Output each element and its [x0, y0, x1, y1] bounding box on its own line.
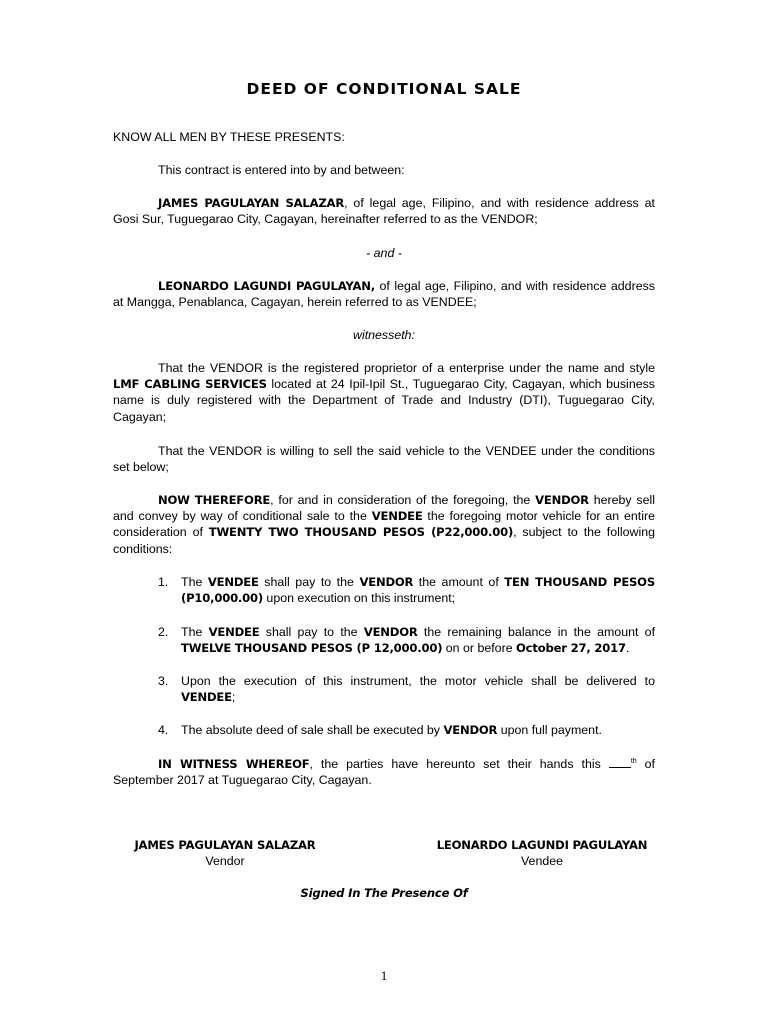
condition-bold: VENDEE	[208, 625, 260, 639]
condition-number: 1.	[158, 575, 169, 589]
condition-bold: TWELVE THOUSAND PESOS (P 12,000.00)	[181, 641, 443, 656]
condition-bold: October 27, 2017	[516, 641, 626, 656]
vendor-party-paragraph	[113, 195, 655, 227]
vendee-party-name: LEONARDO LAGUNDI PAGULAYAN,	[158, 279, 375, 293]
now-text-1: , for and in consideration of the foregoing, the	[270, 493, 536, 507]
condition-text: The	[181, 625, 209, 639]
business-name: LMF CABLING SERVICES	[113, 377, 267, 392]
willing-paragraph: That the VENDOR is willing to sell the said vehicle to the VENDEE under the conditions set below;	[113, 444, 655, 475]
condition-text: upon execution on this instrument;	[262, 591, 456, 606]
vendee-role: Vendee	[520, 854, 564, 868]
witness-paragraph	[113, 754, 655, 789]
condition-text: upon full payment.	[497, 723, 602, 737]
vendee-signatory-name: LEONARDO LAGUNDI PAGULAYAN	[436, 838, 648, 852]
vendor-signature-block	[100, 837, 350, 869]
condition-bold: VENDOR	[359, 575, 414, 589]
condition-text: ;	[231, 690, 236, 705]
condition-item	[158, 574, 655, 606]
vendor-party-text: , of legal age, Filipino, and with residence address at Gosi Sur, Tuguegarao City, Cagayan, hereinafter referred to as the VENDOR;	[113, 196, 655, 227]
condition-number: 3.	[158, 674, 169, 688]
condition-text: The absolute deed of sale shall be executed by	[181, 723, 444, 737]
vendee-party-paragraph	[113, 278, 655, 310]
contract-line: This contract is entered into by and between:	[158, 163, 405, 177]
vendor-party-name: JAMES PAGULAYAN SALAZAR	[158, 196, 345, 210]
condition-item	[158, 624, 655, 656]
vendee-signature-block	[417, 837, 667, 869]
vendor-term: VENDOR	[535, 493, 589, 507]
condition-bold: VENDEE	[207, 575, 259, 589]
condition-bold: VENDEE	[181, 690, 232, 705]
now-therefore-paragraph	[113, 492, 655, 557]
vendor-role: Vendor	[205, 854, 245, 868]
total-consideration: TWENTY TWO THOUSAND PESOS (P22,000.00)	[208, 525, 514, 540]
vendee-party-text: of legal age, Filipino, and with residence address at Mangga, Penablanca, Cagayan, herein referred to as VENDEE;	[113, 279, 655, 310]
condition-bold: TEN THOUSAND PESOS (P10,000.00)	[181, 575, 655, 606]
signed-presence-line: Signed In The Presence Of	[300, 886, 468, 900]
condition-item	[158, 722, 655, 738]
condition-text: on or before	[442, 641, 517, 656]
intro-line: KNOW ALL MEN BY THESE PRESENTS:	[113, 130, 345, 144]
condition-text: the remaining balance in the amount of	[417, 625, 656, 639]
now-text-4: , subject to the following conditions:	[113, 525, 655, 556]
condition-text: Upon the execution of this instrument, the motor vehicle shall be delivered to	[181, 674, 655, 688]
enterprise-paragraph	[113, 360, 655, 425]
now-therefore-label: NOW THEREFORE	[158, 493, 271, 507]
witness-text-1: , the parties have hereunto set their hands this	[309, 757, 609, 772]
enterprise-text-2: located at 24 Ipil-Ipil St., Tuguegarao City, Cagayan, which business name is duly registered with the Department of Trade and Industry (DTI), Tuguegarao City, Cagayan;	[113, 377, 655, 424]
day-blank	[609, 756, 631, 768]
and-separator: - and -	[366, 246, 402, 260]
now-text-2: hereby sell and convey by way of conditional sale to the	[113, 493, 655, 524]
now-text-3: the foregoing motor vehicle for an entire consideration of	[113, 509, 655, 540]
condition-text: shall pay to the	[259, 625, 364, 639]
witness-text-2: of September 2017 at Tuguegarao City, Cagayan.	[113, 757, 655, 788]
condition-bold: VENDOR	[443, 723, 498, 737]
condition-text: the amount of	[413, 575, 505, 589]
vendor-signatory-name: JAMES PAGULAYAN SALAZAR	[134, 838, 316, 852]
witness-label: IN WITNESS WHEREOF	[158, 757, 310, 772]
witnesseth-line: witnesseth:	[353, 328, 415, 342]
condition-text: .	[625, 641, 630, 656]
page-number: 1	[380, 968, 388, 983]
ordinal-suffix: th	[630, 758, 637, 765]
vendee-term: VENDEE	[371, 509, 423, 524]
condition-text: shall pay to the	[258, 575, 360, 589]
enterprise-text-1: That the VENDOR is the registered proprietor of a enterprise under the name and style	[158, 361, 655, 375]
condition-number: 2.	[158, 625, 169, 639]
condition-number: 4.	[158, 723, 169, 737]
document-title: DEED OF CONDITIONAL SALE	[246, 80, 522, 98]
condition-text: The	[181, 575, 208, 589]
condition-bold: VENDOR	[363, 625, 418, 639]
condition-item	[158, 673, 655, 705]
